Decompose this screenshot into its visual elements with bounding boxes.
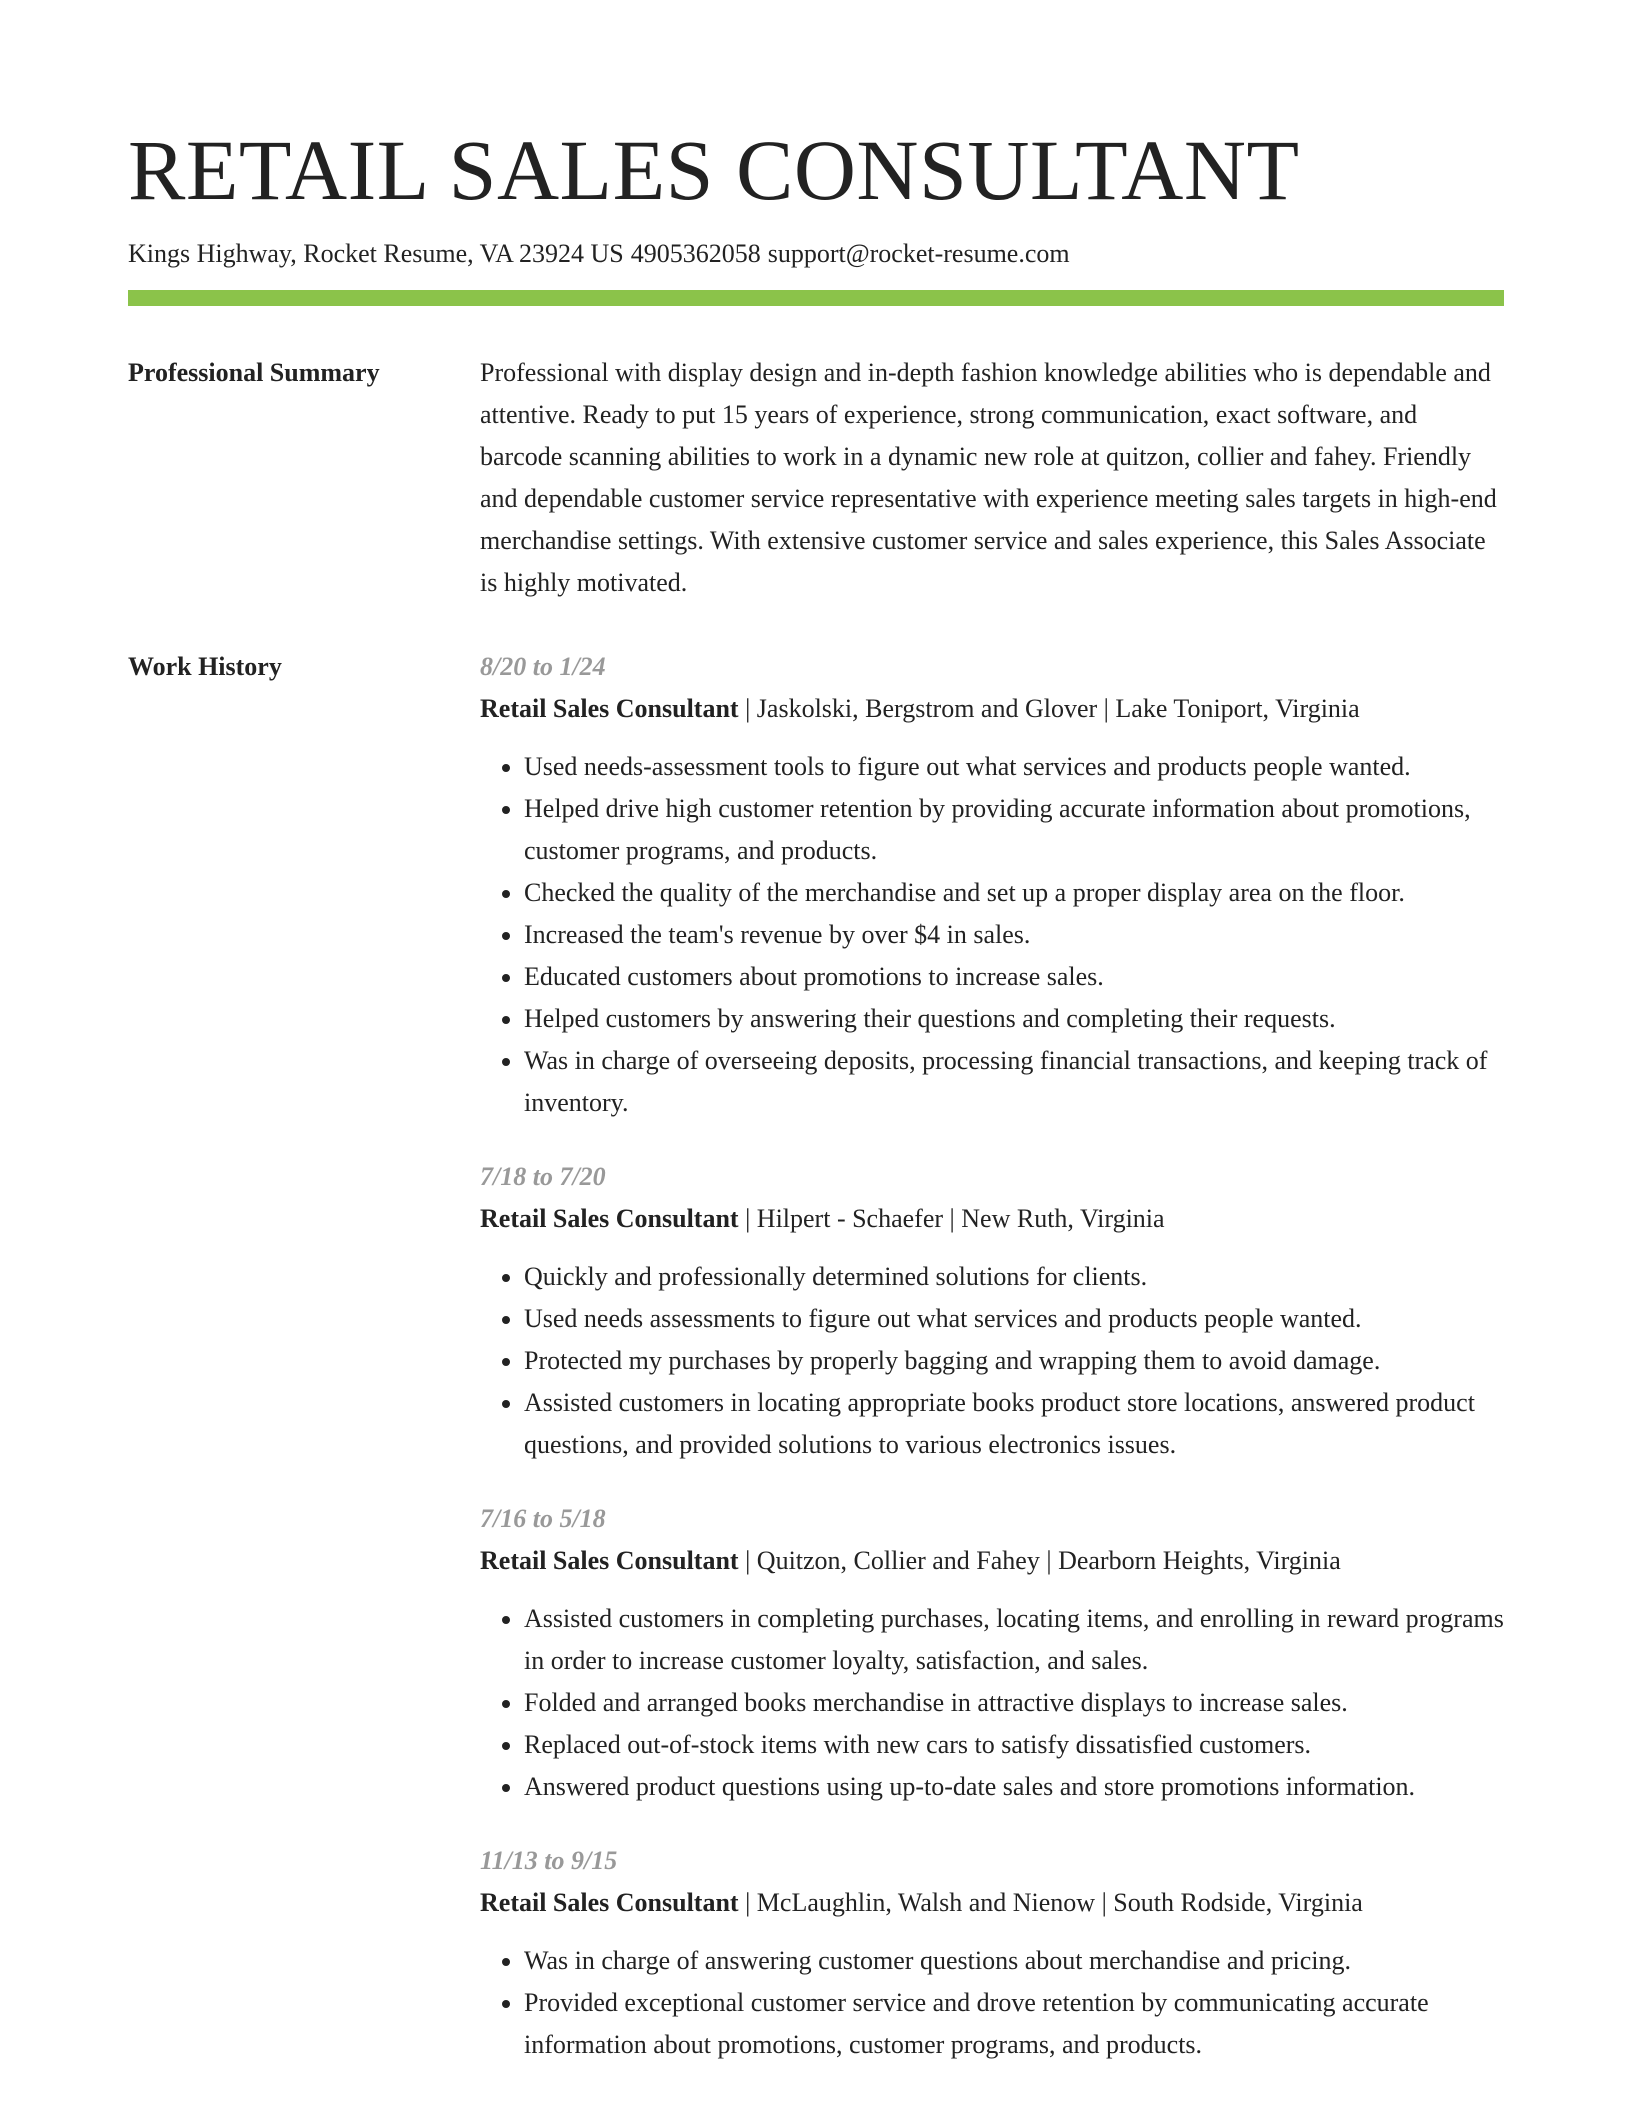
separator: | xyxy=(949,1204,955,1233)
contact-email: support@rocket-resume.com xyxy=(767,239,1070,268)
job-bullet: • Educated customers about promotions to increase sales. xyxy=(524,956,1504,998)
resume-title: RETAIL SALES CONSULTANT xyxy=(128,122,1300,218)
job-bullet: • Helped customers by answering their questions and completing their requests. xyxy=(524,998,1504,1040)
job-bullet: • Used needs-assessment tools to figure out what services and products people wanted. xyxy=(524,746,1504,788)
separator: | xyxy=(745,694,751,723)
separator: | xyxy=(1046,1546,1052,1575)
job-bullet: • Increased the team's revenue by over $4 in sales. xyxy=(524,914,1504,956)
job-location: Lake Toniport, Virginia xyxy=(1115,694,1360,723)
job-company: Jaskolski, Bergstrom and Glover xyxy=(756,694,1098,723)
job-entry xyxy=(480,1840,1504,2066)
job-bullet: • Answered product questions using up-to-date sales and store promotions information. xyxy=(524,1766,1504,1808)
job-location: South Rodside, Virginia xyxy=(1113,1888,1363,1917)
job-title: Retail Sales Consultant xyxy=(480,694,739,723)
job-bullet: • Protected my purchases by properly bagging and wrapping them to avoid damage. xyxy=(524,1340,1504,1382)
work-history-section xyxy=(128,646,1504,2098)
job-bullet: • Helped drive high customer retention by providing accurate information about promotions, customer programs, and products. xyxy=(524,788,1504,872)
job-title: Retail Sales Consultant xyxy=(480,1546,739,1575)
job-list xyxy=(480,646,1504,2098)
job-dates: 7/16 to 5/18 xyxy=(480,1504,606,1533)
job-bullet: • Quickly and professionally determined solutions for clients. xyxy=(524,1256,1504,1298)
job-dates: 11/13 to 9/15 xyxy=(480,1846,618,1875)
resume-page xyxy=(128,0,1504,2098)
job-location: Dearborn Heights, Virginia xyxy=(1058,1546,1341,1575)
job-heading xyxy=(480,1882,1504,1924)
job-heading xyxy=(480,688,1504,730)
job-bullet-list xyxy=(480,746,1504,1124)
job-bullet-list xyxy=(480,1940,1504,2066)
job-bullet: • Folded and arranged books merchandise in attractive displays to increase sales. xyxy=(524,1682,1504,1724)
contact-address: Kings Highway, Rocket Resume, VA 23924 US xyxy=(128,239,624,268)
job-entry xyxy=(480,1156,1504,1466)
summary-section xyxy=(128,352,1504,604)
job-company: Hilpert - Schaefer xyxy=(756,1204,944,1233)
work-history-label: Work History xyxy=(128,652,282,681)
separator: | xyxy=(1101,1888,1107,1917)
job-company: Quitzon, Collier and Fahey xyxy=(756,1546,1040,1575)
summary-text: Professional with display design and in-depth fashion knowledge abilities who is dependable and attentive. Ready to put 15 years of experience, strong communication, exact software, and barcode scanning abilities to work in a dynamic new role at quitzon, collier and fahey. Friendly and dependable customer service representative with experience meeting sales targets in high-end merchandise settings. With extensive customer service and sales experience, this Sales Associate is highly motivated. xyxy=(480,358,1497,597)
job-heading xyxy=(480,1540,1504,1582)
job-bullet: • Checked the quality of the merchandise and set up a proper display area on the floor. xyxy=(524,872,1504,914)
job-bullet: • Provided exceptional customer service and drove retention by communicating accurate information about promotions, customer programs, and products. xyxy=(524,1982,1504,2066)
summary-label: Professional Summary xyxy=(128,358,380,387)
job-dates: 7/18 to 7/20 xyxy=(480,1162,606,1191)
job-bullet-list xyxy=(480,1256,1504,1466)
job-entry xyxy=(480,646,1504,1124)
separator: | xyxy=(745,1888,751,1917)
contact-phone: 4905362058 xyxy=(630,239,761,268)
job-bullet: • Assisted customers in completing purchases, locating items, and enrolling in reward programs in order to increase customer loyalty, satisfaction, and sales. xyxy=(524,1598,1504,1682)
job-company: McLaughlin, Walsh and Nienow xyxy=(756,1888,1096,1917)
job-bullet: • Assisted customers in locating appropriate books product store locations, answered product questions, and provided solutions to various electronics issues. xyxy=(524,1382,1504,1466)
job-title: Retail Sales Consultant xyxy=(480,1204,739,1233)
job-location: New Ruth, Virginia xyxy=(961,1204,1165,1233)
job-bullet: • Replaced out-of-stock items with new cars to satisfy dissatisfied customers. xyxy=(524,1724,1504,1766)
job-bullet: • Used needs assessments to figure out what services and products people wanted. xyxy=(524,1298,1504,1340)
job-bullet: • Was in charge of overseeing deposits, processing financial transactions, and keeping track of inventory. xyxy=(524,1040,1504,1124)
job-bullet: • Was in charge of answering customer questions about merchandise and pricing. xyxy=(524,1940,1504,1982)
header-divider xyxy=(128,290,1504,306)
separator: | xyxy=(745,1546,751,1575)
separator: | xyxy=(1103,694,1109,723)
job-title: Retail Sales Consultant xyxy=(480,1888,739,1917)
job-heading xyxy=(480,1198,1504,1240)
job-dates: 8/20 to 1/24 xyxy=(480,652,606,681)
contact-line xyxy=(128,238,1504,270)
separator: | xyxy=(745,1204,751,1233)
job-bullet-list xyxy=(480,1598,1504,1808)
job-entry xyxy=(480,1498,1504,1808)
